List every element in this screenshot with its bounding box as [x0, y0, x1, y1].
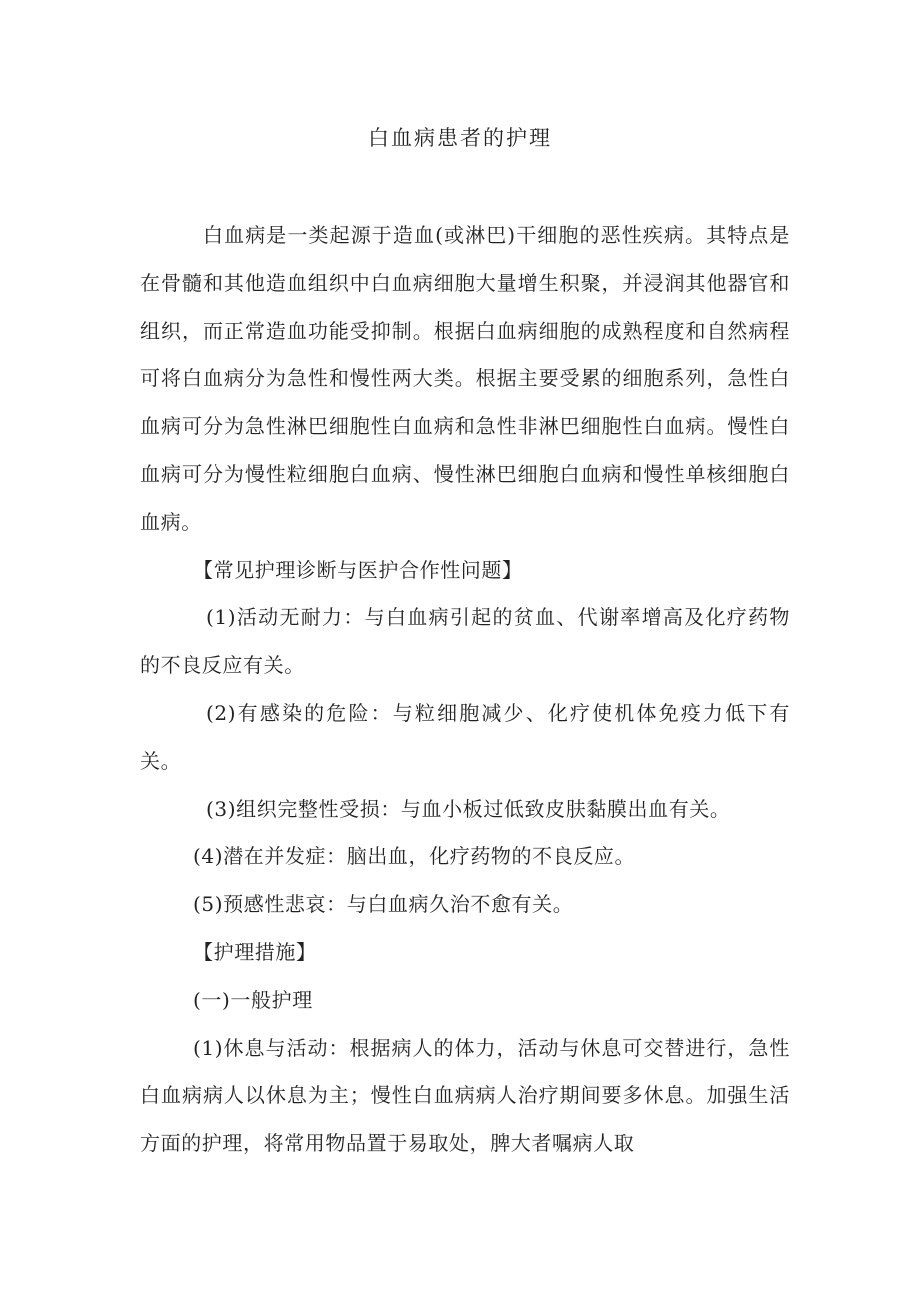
- diagnosis-item-5: (5)预感性悲哀：与白血病久治不愈有关。: [193, 892, 574, 917]
- subsection-heading-general-care: (一)一般护理: [193, 987, 313, 1012]
- section-heading-nursing-measures: 【护理措施】: [193, 939, 317, 964]
- section-heading-nursing-diagnosis: 【常见护理诊断与医护合作性问题】: [193, 557, 523, 582]
- document-body: [140, 212, 790, 1168]
- diagnosis-item-1: (1)活动无耐力：与白血病引起的贫血、代谢率增高及化疗药物的不良反应有关。: [140, 605, 790, 678]
- document-title: 白血病患者的护理: [368, 126, 552, 150]
- intro-paragraph: 白血病是一类起源于造血(或淋巴)干细胞的恶性疾病。其特点是在骨髓和其他造血组织中白血病细胞大量增生积聚，并浸润其他器官和组织，而正常造血功能受抑制。根据白血病细胞的成熟程度和自然病程可将白血病分为急性和慢性两大类。根据主要受累的细胞系列，急性白血病可分为急性淋巴细胞性白血病和急性非淋巴细胞性白血病。慢性白血病可分为慢性粒细胞白血病、慢性淋巴细胞白血病和慢性单核细胞白血病。: [140, 223, 790, 534]
- general-care-item-1: (1)休息与活动：根据病人的体力，活动与休息可交替进行，急性白血病病人以休息为主；慢性白血病病人治疗期间要多休息。加强生活方面的护理，将常用物品置于易取处，脾大者嘱病人取: [140, 1035, 790, 1156]
- diagnosis-item-3: (3)组织完整性受损：与血小板过低致皮肤黏膜出血有关。: [206, 796, 731, 821]
- diagnosis-item-2: (2)有感染的危险：与粒细胞减少、化疗使机体免疫力低下有关。: [140, 700, 790, 773]
- diagnosis-item-4: (4)潜在并发症：脑出血，化疗药物的不良反应。: [193, 844, 636, 869]
